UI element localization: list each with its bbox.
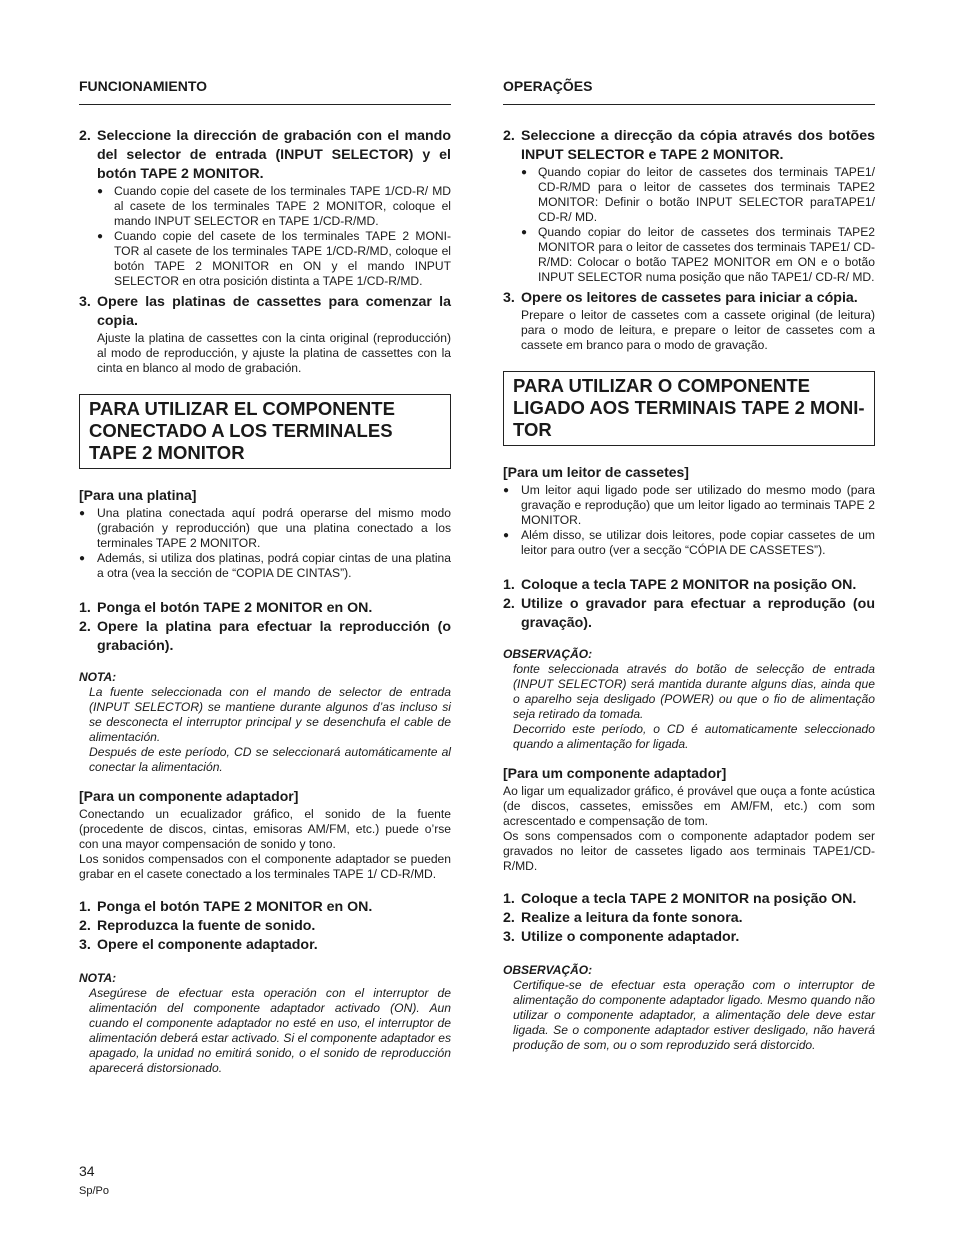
spanish-column bbox=[79, 78, 451, 1076]
bullet-icon: ● bbox=[521, 167, 528, 178]
note-text: La fuente seleccionada con el mando de selector de entrada (INPUT SELECTOR) se mantiene durante algunos d’as incluso si se desconecta el interruptor principal y se desenchufa el cable de alimentación. bbox=[89, 685, 451, 744]
list-item: ● Cuando copie del casete de los terminales TAPE 2 MONI- TOR al casete de los terminales TAPE 1/CD-R/MD, coloque el botón TAPE 2 MONITOR en ON y el mando INPUT SELECTOR en otra posición distinta a TAPE 1/CD-R/MD. bbox=[97, 229, 451, 288]
note-text: fonte seleccionada através do botão de selecção de entrada (INPUT SELECTOR) será mantida durante alguns dias, ainda que o aparelho seja desligado (POWER) ou que o fio de alimentação seja retirado da tomada. bbox=[513, 662, 875, 721]
step-2-bullets bbox=[79, 184, 451, 289]
step-1: 1. Coloque a tecla TAPE 2 MONITOR na posição ON. bbox=[503, 891, 857, 907]
deck-bullets bbox=[79, 506, 451, 581]
step-2: 2. Seleccione la dirección de grabación con el mando del selector de entrada (INPUT SELECTOR) y el botón TAPE 2 MONITOR. bbox=[79, 128, 451, 182]
step-3: 3. Opere os leitores de cassetes para iniciar a cópia. bbox=[503, 290, 858, 306]
note-label: OBSERVAÇÃO: bbox=[503, 963, 593, 977]
note-text: Después de este período, CD se seleccionará automáticamente al conectar la alimentación. bbox=[89, 745, 451, 774]
subheading-adapter: [Para un componente adaptador] bbox=[79, 788, 299, 804]
note-label: NOTA: bbox=[79, 971, 117, 985]
section-heading: FUNCIONAMIENTO bbox=[79, 78, 451, 105]
list-item: ● Quando copiar do leitor de cassetes dos terminais TAPE1/ CD-R/MD para o leitor de cassetes dos terminais TAPE2 MONITOR: Definir o botão INPUT SELECTOR paraTAPE1/ CD-R/ MD. bbox=[521, 165, 875, 224]
deck-bullets bbox=[503, 483, 875, 558]
step-1: 1. Coloque a tecla TAPE 2 MONITOR na posição ON. bbox=[503, 577, 857, 593]
bullet-icon: ● bbox=[503, 530, 510, 541]
bullet-icon: ● bbox=[521, 227, 528, 238]
step-3: 3. Opere el componente adaptador. bbox=[79, 937, 318, 953]
list-item: ● Una platina conectada aquí podrá operarse del mismo modo (grabación y reproducción) que una platina conectado a los terminales TAPE 2 MONITOR. bbox=[79, 506, 451, 550]
list-item: ● Cuando copie del casete de los terminales TAPE 1/CD-R/ MD al casete de los terminales TAPE 2 MONITOR, coloque el mando INPUT SELECTOR en TAPE 1/CD-R/MD. bbox=[97, 184, 451, 228]
step-3-text: Prepare o leitor de cassetes com a cassete original (de leitura) para o modo de leitura, e prepare o leitor de cassetes com a cassete em branco para o modo de gravação. bbox=[521, 308, 875, 352]
step-2: 2. Opere la platina para efectuar la reproducción (o grabación). bbox=[79, 619, 451, 654]
step-2-bullets bbox=[503, 165, 875, 285]
paragraph: Os sons compensados com o componente adaptador podem ser gravados no leitor de cassetes ligado aos terminais TAPE1/CD-R/MD. bbox=[503, 829, 875, 873]
paragraph: Conectando un ecualizador gráfico, el sonido de la fuente (procedente de discos, cintas, emisoras AM/FM, etc.) puede o’rse con una mayor compensación de sonido y tono. bbox=[79, 807, 451, 851]
language-code: Sp/Po bbox=[79, 1185, 109, 1197]
boxed-title: PARA UTILIZAR EL COMPONENTE CONECTADO A LOS TERMINALES TAPE 2 MONITOR bbox=[79, 394, 451, 469]
step-2: 2. Reproduzca la fuente de sonido. bbox=[79, 918, 316, 934]
note-text: Certifique-se de efectuar esta operação com o interruptor de alimentação do componente adaptador ligado. Mesmo quando não utilizar o componente adaptador, a alimentação dele deve estar ligada. Se o componente adaptador estiver desligado, não haverá produção de som, ou o som reproduzido será distorcido. bbox=[513, 978, 875, 1052]
step-3: 3. Opere las platinas de cassettes para comenzar la copia. bbox=[79, 294, 451, 329]
list-item: ● Además, si utiliza dos platinas, podrá copiar cintas de una platina a otra (vea la sección de “COPIA DE CINTAS”). bbox=[79, 551, 451, 580]
page-number: 34 bbox=[79, 1163, 95, 1179]
bullet-icon: ● bbox=[97, 186, 104, 197]
step-2: 2. Seleccione a direcção da cópia através dos botões INPUT SELECTOR e TAPE 2 MONITOR. bbox=[503, 128, 875, 163]
bullet-icon: ● bbox=[97, 231, 104, 242]
list-item: ● Um leitor aqui ligado pode ser utilizado do mesmo modo (para gravação e reprodução) que um leitor ligado ao terminais TAPE 2 MONITOR. bbox=[503, 483, 875, 527]
note-text: Asegúrese de efectuar esta operación con el interruptor de alimentación del componente adaptador activado (ON). Aun cuando el componente adaptador no esté en uso, el interruptor de alimentación deberá estar activado. Si el componente adaptador es apagado, la unidad no emitirá sonido, o el sonido de reproducción aparecerá distorsionado. bbox=[89, 986, 451, 1075]
list-item: ● Quando copiar do leitor de cassetes dos terminais TAPE2 MONITOR para o leitor de cassetes dos terminais TAPE1/ CD-R/MD: Colocar o botão TAPE2 MONITOR em ON e o botão INPUT SELECTOR numa posição que não TAPE1/ CD-R/ MD. bbox=[521, 225, 875, 284]
list-item: ● Além disso, se utilizar dois leitores, pode copiar cassetes de um leitor para outro (ver a secção “CÓPIA DE CASSETES”). bbox=[503, 528, 875, 557]
section-heading: OPERAÇÕES bbox=[503, 78, 875, 105]
note-label: OBSERVAÇÃO: bbox=[503, 647, 593, 661]
step-1: 1. Ponga el botón TAPE 2 MONITOR en ON. bbox=[79, 600, 373, 616]
note-text: Decorrido este período, o CD é automaticamente seleccionado quando a alimentação for ligada. bbox=[513, 722, 875, 751]
portuguese-column bbox=[503, 78, 875, 1053]
note-label: NOTA: bbox=[79, 670, 117, 684]
subheading-adapter: [Para um componente adaptador] bbox=[503, 765, 727, 781]
step-2: 2. Realize a leitura da fonte sonora. bbox=[503, 910, 743, 926]
boxed-title: PARA UTILIZAR O COMPONENTE LIGADO AOS TERMINAIS TAPE 2 MONI- TOR bbox=[503, 371, 875, 446]
paragraph: Los sonidos compensados con el componente adaptador se pueden grabar en el casete conectado a los terminales TAPE 1/ CD-R/MD. bbox=[79, 852, 451, 881]
step-1: 1. Ponga el botón TAPE 2 MONITOR en ON. bbox=[79, 899, 373, 915]
subheading-deck: [Para una platina] bbox=[79, 487, 197, 503]
subheading-deck: [Para um leitor de cassetes] bbox=[503, 464, 689, 480]
paragraph: Ao ligar um equalizador gráfico, é provável que ouça a fonte acústica (de discos, cassetes, emissões em AM/FM, etc.) com som acrescentado e compensação de tom. bbox=[503, 784, 875, 828]
bullet-icon: ● bbox=[503, 485, 510, 496]
step-3-text: Ajuste la platina de cassettes con la cinta original (reproducción) al modo de reproducción, y ajuste la platina de cassettes con la cinta en blanco al modo de grabación. bbox=[97, 331, 451, 375]
step-2: 2. Utilize o gravador para efectuar a reprodução (ou gravação). bbox=[503, 596, 875, 631]
bullet-icon: ● bbox=[79, 508, 86, 519]
step-3: 3. Utilize o componente adaptador. bbox=[503, 929, 740, 945]
bullet-icon: ● bbox=[79, 553, 86, 564]
